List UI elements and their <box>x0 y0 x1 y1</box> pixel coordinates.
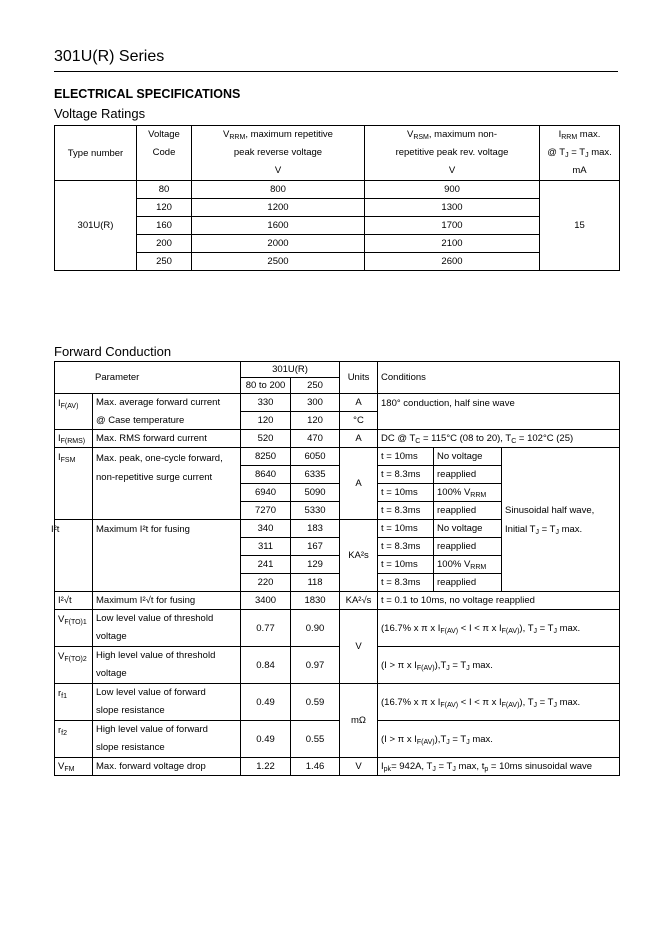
symbol-ifrms: $I_{F(RMS)}$ <box>55 430 93 448</box>
type-number-cell: 301U(R) <box>55 181 137 271</box>
value: 5090 <box>291 484 340 502</box>
value: 0.59 <box>291 684 340 721</box>
voltage-code: 160 <box>137 217 192 235</box>
value: 5330 <box>291 502 340 520</box>
value: 300 <box>291 394 340 412</box>
unit: A <box>340 448 378 520</box>
value: 311 <box>241 538 291 556</box>
voltage-code: 120 <box>137 199 192 217</box>
value: 241 <box>241 556 291 574</box>
condition-time: t = 8.3ms <box>378 466 434 484</box>
unit: A <box>340 430 378 448</box>
symbol-rf1: $r_{f1}$ <box>55 684 93 721</box>
condition-time: t = 8.3ms <box>378 538 434 556</box>
unit: KA²s <box>340 520 378 592</box>
hdr-vrrm: $V_{RRM}$, maximum repetitive peak reverse voltage V <box>192 126 365 181</box>
condition-ifrms: DC @ $T_C = 115^\circ C$ (08 to 20), $T_C = 102^\circ C$ (25) <box>378 430 620 448</box>
vrsm-value: 1300 <box>365 199 540 217</box>
value: 330 <box>241 394 291 412</box>
hdr-units: Units <box>340 362 378 394</box>
param-i2t: Maximum I²t for fusing <box>93 520 241 592</box>
condition-vfm: $I_{pk}= 942A$, $T_J = T_J$ max, $t_p = 10ms$ sinusoidal wave <box>378 758 620 776</box>
value: 0.55 <box>291 721 340 758</box>
voltage-code: 80 <box>137 181 192 199</box>
unit: V <box>340 758 378 776</box>
value: 6050 <box>291 448 340 466</box>
condition-note: reapplied <box>434 538 502 556</box>
param-ifsm: Max. peak, one-cycle forward, non-repetitive surge current <box>93 448 241 520</box>
vrrm-value: 2500 <box>192 253 365 271</box>
value: 7270 <box>241 502 291 520</box>
value: 6335 <box>291 466 340 484</box>
voltage-ratings-table <box>54 125 620 271</box>
condition-note: reapplied <box>434 502 502 520</box>
symbol-vfto2: $V_{F(TO)2}$ <box>55 647 93 684</box>
vrsm-value: 900 <box>365 181 540 199</box>
voltage-row <box>55 181 620 199</box>
param-ifav: Max. average forward current <box>93 394 241 412</box>
symbol-vfm: $V_{FM}$ <box>55 758 93 776</box>
vrrm-value: 2000 <box>192 235 365 253</box>
value: 0.90 <box>291 610 340 647</box>
hdr-parameter: Parameter <box>55 362 241 394</box>
vrrm-value: 800 <box>192 181 365 199</box>
vrrm-value: 1600 <box>192 217 365 235</box>
condition-rf2: (I > π x $I_{F(AV)}),T_J = T_J$ max. <box>378 721 620 758</box>
hdr-type-number: Type number <box>55 126 137 181</box>
value: 0.77 <box>241 610 291 647</box>
voltage-code: 250 <box>137 253 192 271</box>
vrsm-value: 2600 <box>365 253 540 271</box>
page-title: 301U(R) Series <box>54 48 165 65</box>
condition-vfto1: (16.7% x π x $I_{F(AV)} < I < \pi$ x $I_{F(AV)}$), $T_J = T_J$ max. <box>378 610 620 647</box>
condition-note: 100% $V_{RRM}$ <box>434 556 502 574</box>
condition-note: No voltage <box>434 520 502 538</box>
value: 1830 <box>291 592 340 610</box>
condition-time: t = 10ms <box>378 484 434 502</box>
value: 120 <box>291 412 340 430</box>
vrsm-value: 2100 <box>365 235 540 253</box>
symbol-i2t: I²t <box>55 520 93 592</box>
voltage-row <box>55 253 620 271</box>
hdr-series: 301U(R) <box>241 362 340 378</box>
value: 129 <box>291 556 340 574</box>
condition-ifav: 180° conduction, half sine wave <box>378 394 620 430</box>
condition-time: t = 8.3ms <box>378 502 434 520</box>
hdr-col-80-200: 80 to 200 <box>241 378 291 394</box>
value: 0.84 <box>241 647 291 684</box>
hdr-vrsm: $V_{RSM}$, maximum non- repetitive peak rev. voltage V <box>365 126 540 181</box>
value: 470 <box>291 430 340 448</box>
condition-time: t = 10ms <box>378 520 434 538</box>
voltage-row <box>55 217 620 235</box>
forward-conduction-table <box>51 361 620 776</box>
value: 520 <box>241 430 291 448</box>
title-rule <box>54 71 618 72</box>
value: 0.49 <box>241 684 291 721</box>
voltage-code: 200 <box>137 235 192 253</box>
param-rf2: High level value of forward slope resistance <box>93 721 241 758</box>
side-note: Sinusoidal half wave, Initial $T_J = T_J$ max. <box>502 448 620 592</box>
symbol-vfto1: $V_{F(TO)1}$ <box>55 610 93 647</box>
irrm-value: 15 <box>540 181 620 271</box>
param-vfto2: High level value of threshold voltage <box>93 647 241 684</box>
unit: V <box>340 610 378 684</box>
symbol-ifav: $I_{F(AV)}$ <box>55 394 93 430</box>
condition-note: reapplied <box>434 466 502 484</box>
value: 1.22 <box>241 758 291 776</box>
electrical-specifications-heading: ELECTRICAL SPECIFICATIONS <box>54 87 241 101</box>
symbol-ifsm: $I_{FSM}$ <box>55 448 93 520</box>
param-ifrms: Max. RMS forward current <box>93 430 241 448</box>
condition-note: 100% $V_{RRM}$ <box>434 484 502 502</box>
hdr-col-250: 250 <box>291 378 340 394</box>
unit: A <box>340 394 378 412</box>
unit: °C <box>340 412 378 430</box>
forward-conduction-heading: Forward Conduction <box>54 344 172 359</box>
value: 3400 <box>241 592 291 610</box>
param-rf1: Low level value of forward slope resistance <box>93 684 241 721</box>
condition-time: t = 8.3ms <box>378 574 434 592</box>
voltage-ratings-heading: Voltage Ratings <box>54 106 146 121</box>
param-vfto1: Low level value of threshold voltage <box>93 610 241 647</box>
hdr-conditions: Conditions <box>378 362 620 394</box>
hdr-irrm: $I_{RRM}$ max. @ $T_J = T_J$ max. mA <box>540 126 620 181</box>
condition-rf1: (16.7% x π x $I_{F(AV)} < I < \pi$ x $I_{F(AV)}$), $T_J = T_J$ max. <box>378 684 620 721</box>
value: 8250 <box>241 448 291 466</box>
value: 220 <box>241 574 291 592</box>
value: 6940 <box>241 484 291 502</box>
value: 340 <box>241 520 291 538</box>
symbol-i2rt: I²√t <box>55 592 93 610</box>
value: 8640 <box>241 466 291 484</box>
vrrm-value: 1200 <box>192 199 365 217</box>
param-i2rt: Maximum I²√t for fusing <box>93 592 241 610</box>
voltage-row <box>55 235 620 253</box>
value: 183 <box>291 520 340 538</box>
hdr-voltage-code: Voltage Code <box>137 126 192 181</box>
unit: mΩ <box>340 684 378 758</box>
param-ifav-case: @ Case temperature <box>93 412 241 430</box>
condition-note: No voltage <box>434 448 502 466</box>
unit: KA²√s <box>340 592 378 610</box>
condition-i2rt: t = 0.1 to 10ms, no voltage reapplied <box>378 592 620 610</box>
value: 0.49 <box>241 721 291 758</box>
condition-time: t = 10ms <box>378 448 434 466</box>
vrsm-value: 1700 <box>365 217 540 235</box>
param-vfm: Max. forward voltage drop <box>93 758 241 776</box>
condition-note: reapplied <box>434 574 502 592</box>
voltage-row <box>55 199 620 217</box>
condition-time: t = 10ms <box>378 556 434 574</box>
condition-vfto2: (I > π x $I_{F(AV)}),T_J = T_J$ max. <box>378 647 620 684</box>
symbol-rf2: $r_{f2}$ <box>55 721 93 758</box>
value: 167 <box>291 538 340 556</box>
value: 118 <box>291 574 340 592</box>
value: 120 <box>241 412 291 430</box>
value: 0.97 <box>291 647 340 684</box>
value: 1.46 <box>291 758 340 776</box>
